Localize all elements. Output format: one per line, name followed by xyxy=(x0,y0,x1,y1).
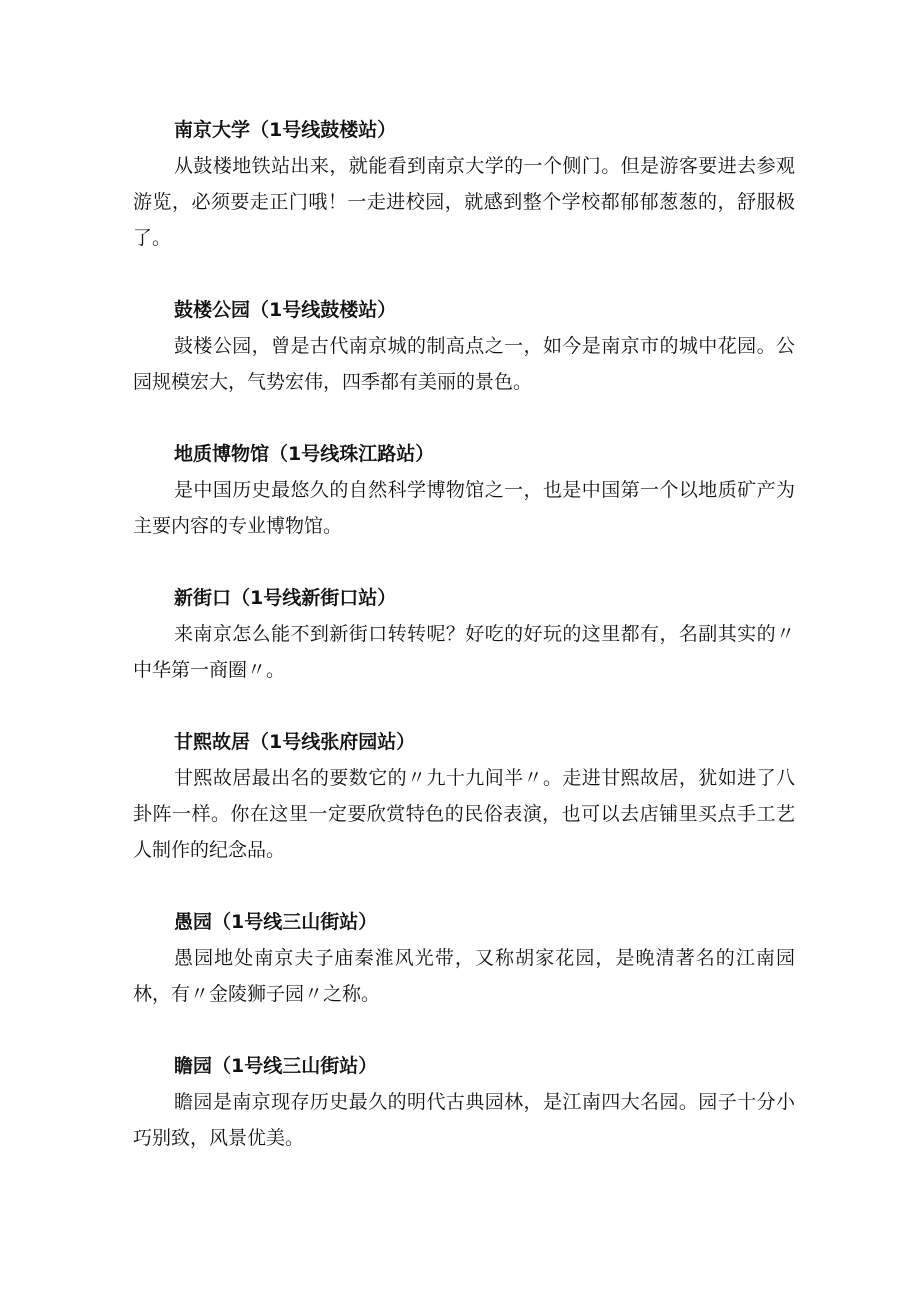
section-heading: 新街口（1号线新街口站） xyxy=(174,587,397,609)
section-body: 甘熙故居最出名的要数它的〃九十九间半〃。走进甘熙故居，犹如进了八卦阵一样。你在这里一定要欣赏特色的民俗表演，也可以去店铺里买点手工艺人制作的纪念品。 xyxy=(133,767,795,861)
document-content xyxy=(133,112,795,1192)
section-ganxi-residence xyxy=(133,724,795,868)
section-heading: 地质博物馆（1号线珠江路站） xyxy=(174,443,435,465)
section-body: 从鼓楼地铁站出来，就能看到南京大学的一个侧门。但是游客要进去参观游览，必须要走正门哦！一走进校园，就感到整个学校都郁郁葱葱的，舒服极了。 xyxy=(133,155,795,249)
section-heading: 愚园（1号线三山街站） xyxy=(174,911,378,933)
section-body: 愚园地处南京夫子庙秦淮风光带，又称胡家花园，是晚清著名的江南园林，有〃金陵狮子园〃之称。 xyxy=(133,947,795,1005)
section-gulou-park xyxy=(133,292,795,400)
section-heading: 瞻园（1号线三山街站） xyxy=(174,1055,378,1077)
section-yu-garden xyxy=(133,904,795,1012)
section-zhan-garden xyxy=(133,1048,795,1156)
section-heading: 鼓楼公园（1号线鼓楼站） xyxy=(174,299,397,321)
section-nanjing-university xyxy=(133,112,795,256)
section-geology-museum xyxy=(133,436,795,544)
section-body: 来南京怎么能不到新街口转转呢？好吃的好玩的这里都有，名副其实的〃中华第一商圈〃。 xyxy=(133,623,795,681)
section-heading: 甘熙故居（1号线张府园站） xyxy=(174,731,416,753)
section-body: 鼓楼公园，曾是古代南京城的制高点之一，如今是南京市的城中花园。公园规模宏大，气势宏伟，四季都有美丽的景色。 xyxy=(133,335,795,393)
section-body: 瞻园是南京现存历史最久的明代古典园林，是江南四大名园。园子十分小巧别致，风景优美。 xyxy=(133,1091,795,1149)
section-xinjiekou xyxy=(133,580,795,688)
section-body: 是中国历史最悠久的自然科学博物馆之一，也是中国第一个以地质矿产为主要内容的专业博物馆。 xyxy=(133,479,795,537)
section-heading: 南京大学（1号线鼓楼站） xyxy=(174,119,397,141)
